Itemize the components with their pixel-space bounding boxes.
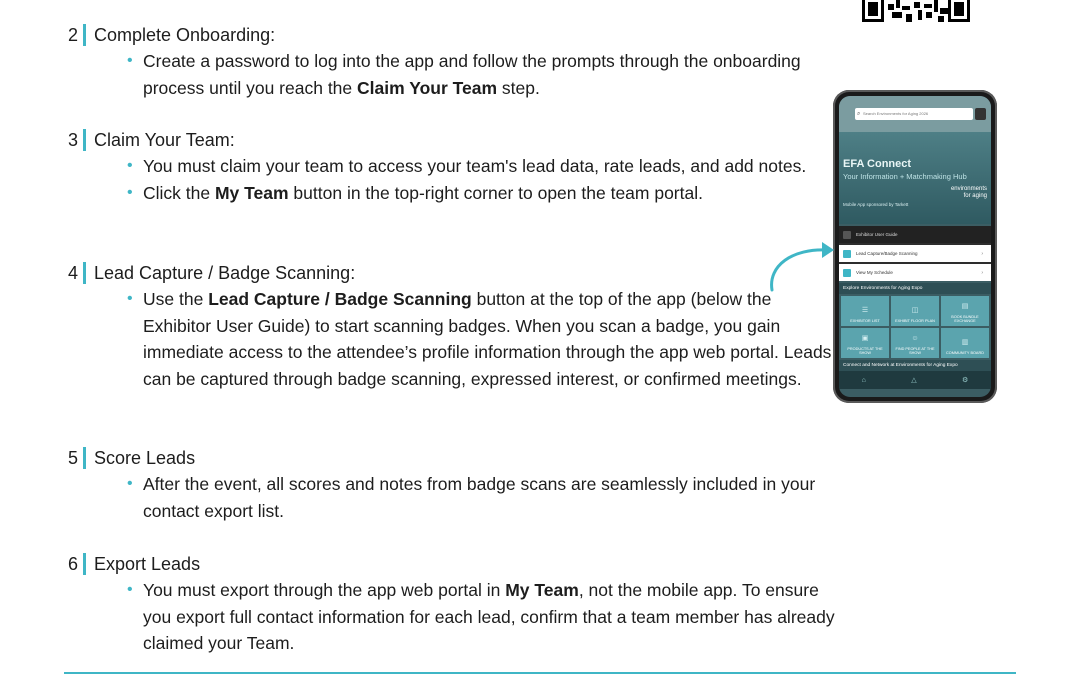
bold-text: Claim Your Team [357, 77, 498, 98]
bold-text: My Team [214, 182, 289, 203]
people-icon: ☺ [911, 335, 919, 342]
app-menu [839, 226, 991, 281]
accent-bar [83, 447, 86, 469]
list-icon: ☰ [861, 307, 869, 314]
app-hero-title: EFA Connect [843, 158, 912, 170]
tile-label: BOOK BUNDLE EXCHANGE [951, 315, 979, 323]
tile [841, 296, 889, 326]
step-title: Lead Capture / Badge Scanning: [94, 263, 356, 283]
text-run: step. [497, 77, 540, 98]
text-run: You must export through the app web portal in [143, 580, 506, 600]
text-run: You must claim your team to access your team's lead data, rate leads, and add notes. [143, 156, 807, 176]
tile [891, 296, 939, 326]
step-3 [64, 127, 844, 206]
text-run: Click the [143, 182, 215, 203]
map-icon: ◫ [911, 307, 919, 314]
book-icon: ▤ [961, 303, 969, 310]
phone-mockup [833, 90, 997, 403]
bold-text: Lead Capture / Badge Scanning [208, 289, 472, 309]
bullet-item [127, 471, 844, 524]
app-hero-subtitle: Your Information + Matchmaking Hub [843, 172, 967, 181]
text-run: , not the mobile app. To ensure you export full contact information for each lead, confirm that a team member has already claimed your Team. [143, 580, 835, 653]
app-search-placeholder: Search Environments for Aging 2026 [863, 111, 929, 116]
text-run: After the event, all scores and notes from badge scans are seamlessly included in your contact export list. [143, 474, 816, 521]
menu-label: Exhibitor User Guide [856, 232, 898, 237]
menu-schedule [839, 264, 991, 281]
app-search-input [855, 108, 973, 120]
step-2 [64, 22, 844, 101]
accent-bar [83, 262, 86, 284]
app-hero [839, 132, 991, 224]
phone-screen [839, 96, 991, 397]
step-4 [64, 260, 844, 392]
curved-arrow-icon [762, 236, 842, 296]
bottom-divider [64, 672, 1016, 674]
text-run: Create a password to log into the app and follow the prompts through the onboarding process until you reach the [143, 51, 801, 98]
tile-label: EXHIBIT FLOOR PLAN [895, 319, 935, 323]
tile [891, 328, 939, 358]
app-header [839, 96, 991, 132]
settings-icon: ⚙ [962, 377, 969, 384]
app-tiles [839, 294, 991, 360]
step-heading [64, 22, 844, 48]
step-heading [64, 260, 844, 286]
my-team-button [975, 108, 986, 120]
tile [941, 296, 989, 326]
accent-bar [83, 553, 86, 575]
guide-icon [843, 231, 851, 239]
menu-label: Lead Capture/Badge Scanning [856, 251, 918, 256]
step-number: 5 [67, 448, 78, 468]
text-run: button in the top-right corner to open the team portal. [288, 182, 703, 203]
text-run: Use the [143, 289, 209, 309]
tile-label: FIND PEOPLE AT THE SHOW [895, 347, 935, 355]
brand-line-2: for aging [963, 193, 987, 199]
tile-label: PRODUCTS AT THE SHOW [847, 347, 883, 355]
bullet-dot-icon: • [127, 52, 133, 69]
step-number: 6 [67, 554, 78, 574]
step-title: Export Leads [94, 554, 201, 574]
home-icon: ⌂ [861, 376, 866, 384]
qr-code-icon [862, 0, 970, 22]
step-heading [64, 551, 844, 577]
bullet-dot-icon: • [127, 475, 133, 492]
tile-label: EXHIBITOR LIST [850, 319, 880, 323]
bullet-dot-icon: • [127, 290, 133, 307]
alert-icon: △ [911, 377, 917, 384]
accent-bar [83, 129, 86, 151]
step-number: 3 [67, 130, 78, 150]
connect-label: Connect and Network at Environments for Aging Expo [839, 360, 991, 371]
step-title: Score Leads [94, 448, 196, 468]
step-heading [64, 127, 844, 153]
step-number: 4 [67, 263, 78, 283]
explore-label: Explore Environments for Aging Expo [839, 283, 991, 294]
calendar-icon [843, 269, 851, 277]
scan-icon [843, 250, 851, 258]
box-icon: ▣ [861, 335, 869, 342]
menu-lead-capture [839, 245, 991, 262]
tile-label: COMMUNITY BOARD [946, 351, 984, 355]
board-icon: ▥ [961, 339, 969, 346]
app-tabbar [839, 371, 991, 389]
step-6 [64, 551, 844, 657]
bold-text: My Team [505, 580, 579, 600]
step-number: 2 [67, 25, 78, 45]
sponsor-line: Mobile App sponsored by Tarkett [843, 202, 909, 207]
bullet-item [127, 48, 844, 101]
accent-bar [83, 24, 86, 46]
tile [941, 328, 989, 358]
bullet-item [127, 286, 844, 392]
bullet-dot-icon: • [127, 183, 133, 201]
step-title: Complete Onboarding: [94, 25, 276, 45]
bullet-item [127, 577, 844, 657]
bullet-dot-icon: • [127, 157, 133, 174]
step-5 [64, 445, 844, 524]
chevron-right-icon: › [981, 269, 983, 276]
brand-line-1: environments [950, 186, 987, 192]
text-run: button at the top of the app (below the Exhibitor User Guide) to start scanning badges. When you scan a badge, you gain immediate access to the attendee’s profile information through the app web portal. Leads can be captured through badge scanning, expressed interest, or confirmed meetings. [143, 289, 832, 389]
brand-logo [951, 186, 987, 200]
chevron-right-icon: › [981, 250, 983, 257]
step-title: Claim Your Team: [94, 130, 235, 150]
tile [841, 328, 889, 358]
menu-label: View My Schedule [856, 270, 893, 275]
menu-exhibitor-guide [839, 226, 991, 243]
step-heading [64, 445, 844, 471]
bullet-item [127, 180, 844, 207]
bullet-item [127, 153, 844, 180]
bullet-dot-icon: • [127, 581, 133, 598]
search-icon: ⌕ [857, 111, 861, 117]
